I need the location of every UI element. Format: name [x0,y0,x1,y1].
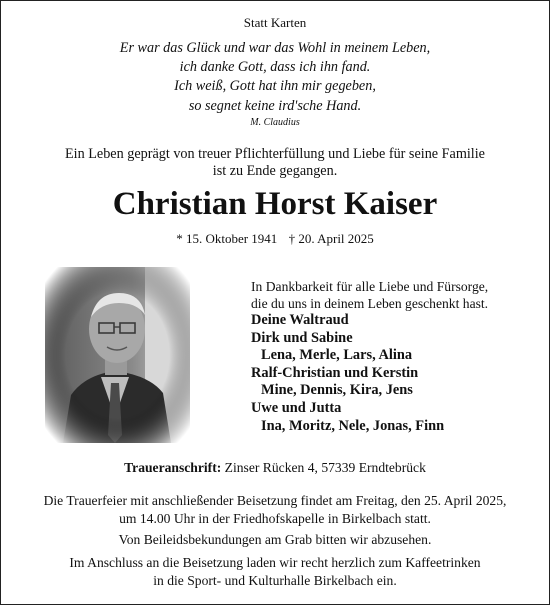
address-value: Zinser Rücken 4, 57339 Erndtebrück [224,460,426,475]
intro-text [1,146,549,180]
family-line-children: Mine, Dennis, Kira, Jens [261,382,413,399]
intro-line: Ein Leben geprägt von treuer Pflichterfüllung und Liebe für seine Familie [65,146,485,162]
family-line: Uwe und Jutta [251,399,342,416]
ceremony-text [1,492,549,527]
condolence-text: Von Beileidsbekundungen am Grab bitten wir abzusehen. [118,532,432,547]
family-list [251,312,541,435]
coffee-line: Im Anschluss an die Beisetzung laden wir recht herzlich zum Kaffeetrinken [69,555,481,570]
family-line-children: Ina, Moritz, Nele, Jonas, Finn [261,417,445,434]
poem-line: ich danke Gott, dass ich ihn fand. [179,59,371,76]
header-label: Statt Karten [243,15,307,30]
mourning-address [1,460,549,476]
deceased-name: Christian Horst Kaiser [112,186,438,222]
thanks-text [251,278,541,312]
poem-line: so segnet keine ird'sche Hand. [188,97,362,114]
coffee-invitation [1,554,549,589]
thanks-line: In Dankbarkeit für alle Liebe und Fürsorge, [251,279,489,294]
poem-line: Ich weiß, Gott hat ihn mir gegeben, [174,78,376,95]
intro-line: ist zu Ende gegangen. [212,163,338,179]
ceremony-line: um 14.00 Uhr in der Friedhofskapelle in Birkelbach statt. [119,510,431,526]
address-label: Traueranschrift: [124,460,222,475]
poem-line: Er war das Glück und war das Wohl in meinem Leben, [119,40,431,56]
poem [1,39,549,116]
family-line-children: Lena, Merle, Lars, Alina [261,347,413,364]
life-dates [1,231,549,247]
thanks-line: die du uns in deinem Leben geschenkt hast. [251,296,489,311]
coffee-line: in die Sport- und Kulturhalle Birkelbach ein. [153,572,397,588]
family-line: Dirk und Sabine [251,329,353,346]
ceremony-line: Die Trauerfeier mit anschließender Beisetzung findet am Freitag, den 25. April 2025, [43,493,507,508]
death-date: † 20. April 2025 [288,231,374,246]
family-line: Deine Waltraud [251,312,349,328]
family-line: Ralf-Christian und Kerstin [251,364,419,381]
poem-author: M. Claudius [250,117,300,128]
portrait-photo-image [45,267,190,443]
birth-date: * 15. Oktober 1941 [176,231,278,246]
portrait-photo [45,267,190,443]
